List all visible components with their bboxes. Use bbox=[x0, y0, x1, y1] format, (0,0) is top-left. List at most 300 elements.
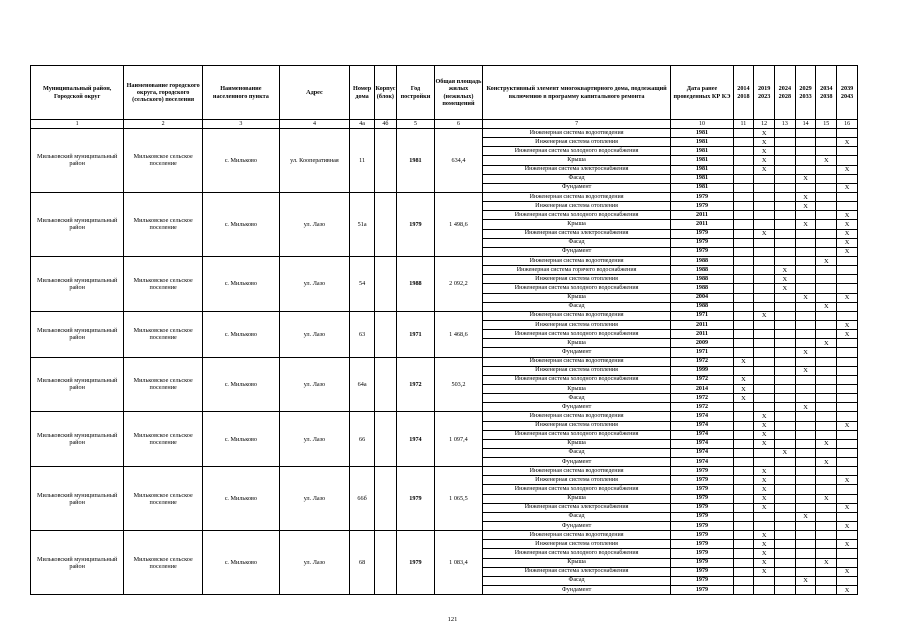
element-name-cell: Инженерная система водоотведения bbox=[482, 311, 671, 320]
period-mark: X bbox=[754, 421, 775, 430]
element-name-cell: Инженерная система водоотведения bbox=[482, 467, 671, 476]
repair-date-cell: 1979 bbox=[671, 192, 733, 201]
period-cell bbox=[816, 522, 837, 531]
house-number-cell: 63 bbox=[350, 311, 375, 357]
period-cell bbox=[733, 567, 754, 576]
period-cell bbox=[733, 256, 754, 265]
period-cell bbox=[733, 330, 754, 339]
period-cell bbox=[733, 202, 754, 211]
column-header: Общая площадь жилых (нежилых) помещений bbox=[435, 66, 483, 120]
element-name-cell: Фундамент bbox=[482, 183, 671, 192]
period-cell bbox=[733, 412, 754, 421]
period-cell bbox=[754, 339, 775, 348]
period-cell bbox=[754, 302, 775, 311]
period-cell bbox=[754, 293, 775, 302]
period-cell bbox=[754, 202, 775, 211]
period-cell bbox=[816, 476, 837, 485]
period-cell bbox=[733, 266, 754, 275]
period-cell bbox=[754, 448, 775, 457]
period-cell bbox=[775, 174, 796, 183]
period-cell bbox=[733, 339, 754, 348]
repair-date-cell: 1972 bbox=[671, 394, 733, 403]
period-cell bbox=[795, 567, 816, 576]
element-name-cell: Инженерная система отопления bbox=[482, 421, 671, 430]
header-row bbox=[31, 66, 858, 120]
element-name-cell: Инженерная система холодного водоснабжения bbox=[482, 485, 671, 494]
settlement-cell: Мильковское сельское поселение bbox=[124, 256, 203, 311]
period-cell bbox=[795, 439, 816, 448]
element-name-cell: Инженерная система отопления bbox=[482, 202, 671, 211]
period-mark: X bbox=[754, 147, 775, 156]
period-mark: X bbox=[837, 229, 858, 238]
period-cell bbox=[816, 330, 837, 339]
period-cell bbox=[816, 320, 837, 329]
district-cell: Мильковский муниципальный район bbox=[31, 412, 124, 467]
period-cell bbox=[775, 458, 796, 467]
element-name-cell: Фасад bbox=[482, 448, 671, 457]
period-cell bbox=[754, 330, 775, 339]
period-cell bbox=[837, 348, 858, 357]
element-name-cell: Инженерная система холодного водоснабжения bbox=[482, 549, 671, 558]
period-cell bbox=[775, 494, 796, 503]
build-year-cell: 1979 bbox=[396, 531, 434, 595]
column-number: 7 bbox=[482, 120, 671, 129]
period-mark: X bbox=[795, 366, 816, 375]
element-name-cell: Инженерная система холодного водоснабжения bbox=[482, 330, 671, 339]
repair-date-cell: 1988 bbox=[671, 266, 733, 275]
period-cell bbox=[795, 284, 816, 293]
period-cell bbox=[733, 458, 754, 467]
column-header: Наименование населенного пункта bbox=[203, 66, 280, 120]
element-name-cell: Инженерная система холодного водоснабжения bbox=[482, 375, 671, 384]
repair-date-cell: 1979 bbox=[671, 485, 733, 494]
repair-date-cell: 1988 bbox=[671, 302, 733, 311]
repair-date-cell: 2009 bbox=[671, 339, 733, 348]
period-cell bbox=[837, 357, 858, 366]
element-name-cell: Инженерная система холодного водоснабжения bbox=[482, 430, 671, 439]
period-mark: X bbox=[795, 202, 816, 211]
column-number-row bbox=[31, 120, 858, 129]
period-mark: X bbox=[837, 567, 858, 576]
period-cell bbox=[795, 485, 816, 494]
settlement-cell: Мильковское сельское поселение bbox=[124, 129, 203, 193]
period-cell bbox=[733, 293, 754, 302]
period-cell bbox=[733, 147, 754, 156]
repair-date-cell: 1974 bbox=[671, 412, 733, 421]
period-mark: X bbox=[816, 339, 837, 348]
period-cell bbox=[816, 220, 837, 229]
period-cell bbox=[775, 320, 796, 329]
element-name-cell: Фундамент bbox=[482, 458, 671, 467]
locality-cell: с. Мильково bbox=[203, 531, 280, 595]
period-mark: X bbox=[837, 138, 858, 147]
period-cell bbox=[754, 192, 775, 201]
period-cell bbox=[816, 412, 837, 421]
period-mark: X bbox=[754, 412, 775, 421]
area-cell: 1 097,4 bbox=[435, 412, 483, 467]
period-cell bbox=[816, 503, 837, 512]
period-cell bbox=[837, 439, 858, 448]
settlement-cell: Мильковское сельское поселение bbox=[124, 357, 203, 412]
district-cell: Мильковский муниципальный район bbox=[31, 311, 124, 357]
period-cell bbox=[816, 147, 837, 156]
element-name-cell: Инженерная система отопления bbox=[482, 320, 671, 329]
repair-date-cell: 2011 bbox=[671, 220, 733, 229]
period-mark: X bbox=[775, 266, 796, 275]
period-mark: X bbox=[816, 558, 837, 567]
period-cell bbox=[837, 558, 858, 567]
period-cell bbox=[754, 275, 775, 284]
column-number: 16 bbox=[837, 120, 858, 129]
column-header: 2024 2028 bbox=[775, 66, 796, 120]
period-cell bbox=[795, 467, 816, 476]
element-name-cell: Крыша bbox=[482, 439, 671, 448]
period-cell bbox=[733, 403, 754, 412]
period-mark: X bbox=[837, 320, 858, 329]
period-mark: X bbox=[837, 220, 858, 229]
column-number: 11 bbox=[733, 120, 754, 129]
period-mark: X bbox=[837, 247, 858, 256]
period-cell bbox=[775, 147, 796, 156]
period-cell bbox=[795, 412, 816, 421]
column-number: 2 bbox=[124, 120, 203, 129]
period-cell bbox=[733, 494, 754, 503]
period-cell bbox=[816, 211, 837, 220]
element-name-cell: Крыша bbox=[482, 220, 671, 229]
period-cell bbox=[816, 165, 837, 174]
period-mark: X bbox=[816, 494, 837, 503]
capital-repair-table bbox=[30, 65, 858, 595]
period-mark: X bbox=[816, 256, 837, 265]
district-cell: Мильковский муниципальный район bbox=[31, 192, 124, 256]
area-cell: 503,2 bbox=[435, 357, 483, 412]
repair-date-cell: 1979 bbox=[671, 476, 733, 485]
column-number: 6 bbox=[435, 120, 483, 129]
period-cell bbox=[775, 576, 796, 585]
period-cell bbox=[795, 129, 816, 138]
column-header: Муниципальный район, Городской округ bbox=[31, 66, 124, 120]
period-mark: X bbox=[775, 275, 796, 284]
period-cell bbox=[795, 503, 816, 512]
period-mark: X bbox=[837, 586, 858, 595]
period-cell bbox=[754, 576, 775, 585]
period-cell bbox=[795, 531, 816, 540]
period-cell bbox=[775, 384, 796, 393]
area-cell: 634,4 bbox=[435, 129, 483, 193]
period-cell bbox=[837, 375, 858, 384]
house-number-cell: 68 bbox=[350, 531, 375, 595]
period-cell bbox=[795, 247, 816, 256]
repair-date-cell: 1979 bbox=[671, 540, 733, 549]
repair-date-cell: 1971 bbox=[671, 311, 733, 320]
column-number: 5 bbox=[396, 120, 434, 129]
period-mark: X bbox=[754, 138, 775, 147]
period-cell bbox=[733, 229, 754, 238]
period-mark: X bbox=[754, 531, 775, 540]
period-cell bbox=[837, 531, 858, 540]
element-name-cell: Инженерная система водоотведения bbox=[482, 129, 671, 138]
district-cell: Мильковский муниципальный район bbox=[31, 531, 124, 595]
period-cell bbox=[775, 311, 796, 320]
period-cell bbox=[754, 384, 775, 393]
period-cell bbox=[837, 339, 858, 348]
column-header: Корпус (блок) bbox=[375, 66, 397, 120]
period-mark: X bbox=[754, 494, 775, 503]
element-name-cell: Фундамент bbox=[482, 348, 671, 357]
period-cell bbox=[816, 275, 837, 284]
period-cell bbox=[754, 512, 775, 521]
period-cell bbox=[754, 247, 775, 256]
period-cell bbox=[816, 202, 837, 211]
block-cell bbox=[375, 357, 397, 412]
period-cell bbox=[775, 211, 796, 220]
element-name-cell: Инженерная система отопления bbox=[482, 540, 671, 549]
period-cell bbox=[733, 531, 754, 540]
period-cell bbox=[816, 366, 837, 375]
period-cell bbox=[837, 403, 858, 412]
repair-date-cell: 1971 bbox=[671, 348, 733, 357]
period-mark: X bbox=[754, 430, 775, 439]
period-mark: X bbox=[837, 183, 858, 192]
period-cell bbox=[816, 384, 837, 393]
period-cell bbox=[795, 165, 816, 174]
period-cell bbox=[775, 567, 796, 576]
period-mark: X bbox=[754, 467, 775, 476]
period-cell bbox=[816, 531, 837, 540]
period-cell bbox=[837, 129, 858, 138]
street-cell: ул. Лазо bbox=[279, 357, 349, 412]
period-mark: X bbox=[837, 540, 858, 549]
period-cell bbox=[733, 156, 754, 165]
period-mark: X bbox=[837, 165, 858, 174]
period-cell bbox=[795, 302, 816, 311]
period-cell bbox=[795, 549, 816, 558]
period-cell bbox=[837, 284, 858, 293]
element-name-cell: Фундамент bbox=[482, 586, 671, 595]
build-year-cell: 1971 bbox=[396, 311, 434, 357]
period-cell bbox=[775, 558, 796, 567]
table-row bbox=[31, 129, 858, 138]
column-number: 14 bbox=[795, 120, 816, 129]
element-name-cell: Фасад bbox=[482, 174, 671, 183]
period-cell bbox=[733, 165, 754, 174]
build-year-cell: 1981 bbox=[396, 129, 434, 193]
period-cell bbox=[795, 229, 816, 238]
table-row bbox=[31, 192, 858, 201]
period-cell bbox=[775, 512, 796, 521]
repair-date-cell: 2004 bbox=[671, 293, 733, 302]
period-mark: X bbox=[754, 476, 775, 485]
period-cell bbox=[795, 311, 816, 320]
street-cell: ул. Лазо bbox=[279, 311, 349, 357]
period-cell bbox=[775, 202, 796, 211]
period-cell bbox=[733, 129, 754, 138]
period-cell bbox=[795, 522, 816, 531]
period-cell bbox=[733, 522, 754, 531]
period-mark: X bbox=[795, 220, 816, 229]
period-cell bbox=[733, 302, 754, 311]
repair-date-cell: 1979 bbox=[671, 467, 733, 476]
period-cell bbox=[816, 311, 837, 320]
element-name-cell: Инженерная система электроснабжения bbox=[482, 165, 671, 174]
build-year-cell: 1979 bbox=[396, 192, 434, 256]
repair-date-cell: 1981 bbox=[671, 147, 733, 156]
column-header: Конструктивный элемент многоквартирного дома, подлежащий включению в программу капитального ремонта bbox=[482, 66, 671, 120]
period-cell bbox=[733, 421, 754, 430]
period-cell bbox=[754, 183, 775, 192]
block-cell bbox=[375, 467, 397, 531]
period-cell bbox=[754, 458, 775, 467]
period-cell bbox=[775, 220, 796, 229]
period-mark: X bbox=[837, 421, 858, 430]
column-number: 3 bbox=[203, 120, 280, 129]
repair-date-cell: 1979 bbox=[671, 586, 733, 595]
period-mark: X bbox=[754, 165, 775, 174]
area-cell: 1 468,6 bbox=[435, 311, 483, 357]
repair-date-cell: 1979 bbox=[671, 503, 733, 512]
area-cell: 1 083,4 bbox=[435, 531, 483, 595]
table-body bbox=[31, 129, 858, 595]
district-cell: Мильковский муниципальный район bbox=[31, 357, 124, 412]
period-cell bbox=[816, 586, 837, 595]
period-cell bbox=[795, 476, 816, 485]
repair-date-cell: 2011 bbox=[671, 211, 733, 220]
period-cell bbox=[795, 330, 816, 339]
period-cell bbox=[816, 357, 837, 366]
period-cell bbox=[754, 357, 775, 366]
element-name-cell: Крыша bbox=[482, 558, 671, 567]
period-cell bbox=[837, 302, 858, 311]
period-cell bbox=[754, 284, 775, 293]
table-row bbox=[31, 467, 858, 476]
period-cell bbox=[837, 485, 858, 494]
period-mark: X bbox=[837, 330, 858, 339]
period-cell bbox=[837, 549, 858, 558]
element-name-cell: Инженерная система электроснабжения bbox=[482, 503, 671, 512]
period-cell bbox=[733, 192, 754, 201]
period-cell bbox=[775, 129, 796, 138]
period-cell bbox=[733, 284, 754, 293]
period-cell bbox=[775, 165, 796, 174]
column-header: 2019 2023 bbox=[754, 66, 775, 120]
period-cell bbox=[754, 174, 775, 183]
period-mark: X bbox=[816, 458, 837, 467]
period-cell bbox=[816, 567, 837, 576]
house-number-cell: 11 bbox=[350, 129, 375, 193]
repair-date-cell: 1979 bbox=[671, 229, 733, 238]
repair-date-cell: 1979 bbox=[671, 494, 733, 503]
period-mark: X bbox=[754, 503, 775, 512]
street-cell: ул. Кооперативная bbox=[279, 129, 349, 193]
column-header: 2014 2018 bbox=[733, 66, 754, 120]
repair-date-cell: 1988 bbox=[671, 256, 733, 265]
period-mark: X bbox=[795, 512, 816, 521]
element-name-cell: Крыша bbox=[482, 494, 671, 503]
repair-date-cell: 1981 bbox=[671, 129, 733, 138]
period-cell bbox=[837, 156, 858, 165]
period-cell bbox=[733, 586, 754, 595]
period-cell bbox=[795, 138, 816, 147]
period-cell bbox=[795, 430, 816, 439]
element-name-cell: Инженерная система холодного водоснабжения bbox=[482, 147, 671, 156]
period-cell bbox=[795, 238, 816, 247]
period-cell bbox=[837, 192, 858, 201]
element-name-cell: Крыша bbox=[482, 293, 671, 302]
column-header: 2029 2033 bbox=[795, 66, 816, 120]
period-cell bbox=[816, 467, 837, 476]
period-cell bbox=[733, 174, 754, 183]
table-row bbox=[31, 531, 858, 540]
period-cell bbox=[837, 448, 858, 457]
repair-date-cell: 1972 bbox=[671, 403, 733, 412]
repair-date-cell: 2014 bbox=[671, 384, 733, 393]
table-row bbox=[31, 256, 858, 265]
period-cell bbox=[733, 183, 754, 192]
period-cell bbox=[775, 138, 796, 147]
period-cell bbox=[816, 421, 837, 430]
column-number: 4а bbox=[350, 120, 375, 129]
element-name-cell: Крыша bbox=[482, 339, 671, 348]
locality-cell: с. Мильково bbox=[203, 357, 280, 412]
repair-date-cell: 1999 bbox=[671, 366, 733, 375]
house-number-cell: 51а bbox=[350, 192, 375, 256]
element-name-cell: Инженерная система холодного водоснабжения bbox=[482, 211, 671, 220]
locality-cell: с. Мильково bbox=[203, 412, 280, 467]
period-cell bbox=[837, 366, 858, 375]
period-cell bbox=[775, 412, 796, 421]
repair-date-cell: 1979 bbox=[671, 202, 733, 211]
period-cell bbox=[754, 256, 775, 265]
street-cell: ул. Лазо bbox=[279, 467, 349, 531]
period-mark: X bbox=[795, 293, 816, 302]
column-header: Наименование городского округа, городского (сельского) поселения bbox=[124, 66, 203, 120]
period-cell bbox=[816, 549, 837, 558]
period-cell bbox=[795, 558, 816, 567]
period-cell bbox=[816, 448, 837, 457]
period-cell bbox=[795, 147, 816, 156]
element-name-cell: Инженерная система отопления bbox=[482, 138, 671, 147]
element-name-cell: Инженерная система отопления bbox=[482, 476, 671, 485]
repair-date-cell: 1979 bbox=[671, 512, 733, 521]
period-cell bbox=[816, 238, 837, 247]
period-cell bbox=[795, 421, 816, 430]
element-name-cell: Инженерная система электроснабжения bbox=[482, 229, 671, 238]
street-cell: ул. Лазо bbox=[279, 531, 349, 595]
period-cell bbox=[775, 531, 796, 540]
locality-cell: с. Мильково bbox=[203, 129, 280, 193]
period-cell bbox=[837, 266, 858, 275]
repair-date-cell: 1974 bbox=[671, 458, 733, 467]
period-cell bbox=[775, 549, 796, 558]
locality-cell: с. Мильково bbox=[203, 192, 280, 256]
settlement-cell: Мильковское сельское поселение bbox=[124, 311, 203, 357]
block-cell bbox=[375, 311, 397, 357]
period-cell bbox=[816, 485, 837, 494]
period-mark: X bbox=[754, 229, 775, 238]
locality-cell: с. Мильково bbox=[203, 467, 280, 531]
table-row bbox=[31, 357, 858, 366]
element-name-cell: Инженерная система водоотведения bbox=[482, 412, 671, 421]
block-cell bbox=[375, 129, 397, 193]
period-cell bbox=[733, 576, 754, 585]
period-cell bbox=[754, 394, 775, 403]
element-name-cell: Крыша bbox=[482, 384, 671, 393]
period-cell bbox=[795, 256, 816, 265]
period-cell bbox=[816, 403, 837, 412]
period-cell bbox=[837, 384, 858, 393]
repair-date-cell: 1981 bbox=[671, 156, 733, 165]
area-cell: 1 498,6 bbox=[435, 192, 483, 256]
